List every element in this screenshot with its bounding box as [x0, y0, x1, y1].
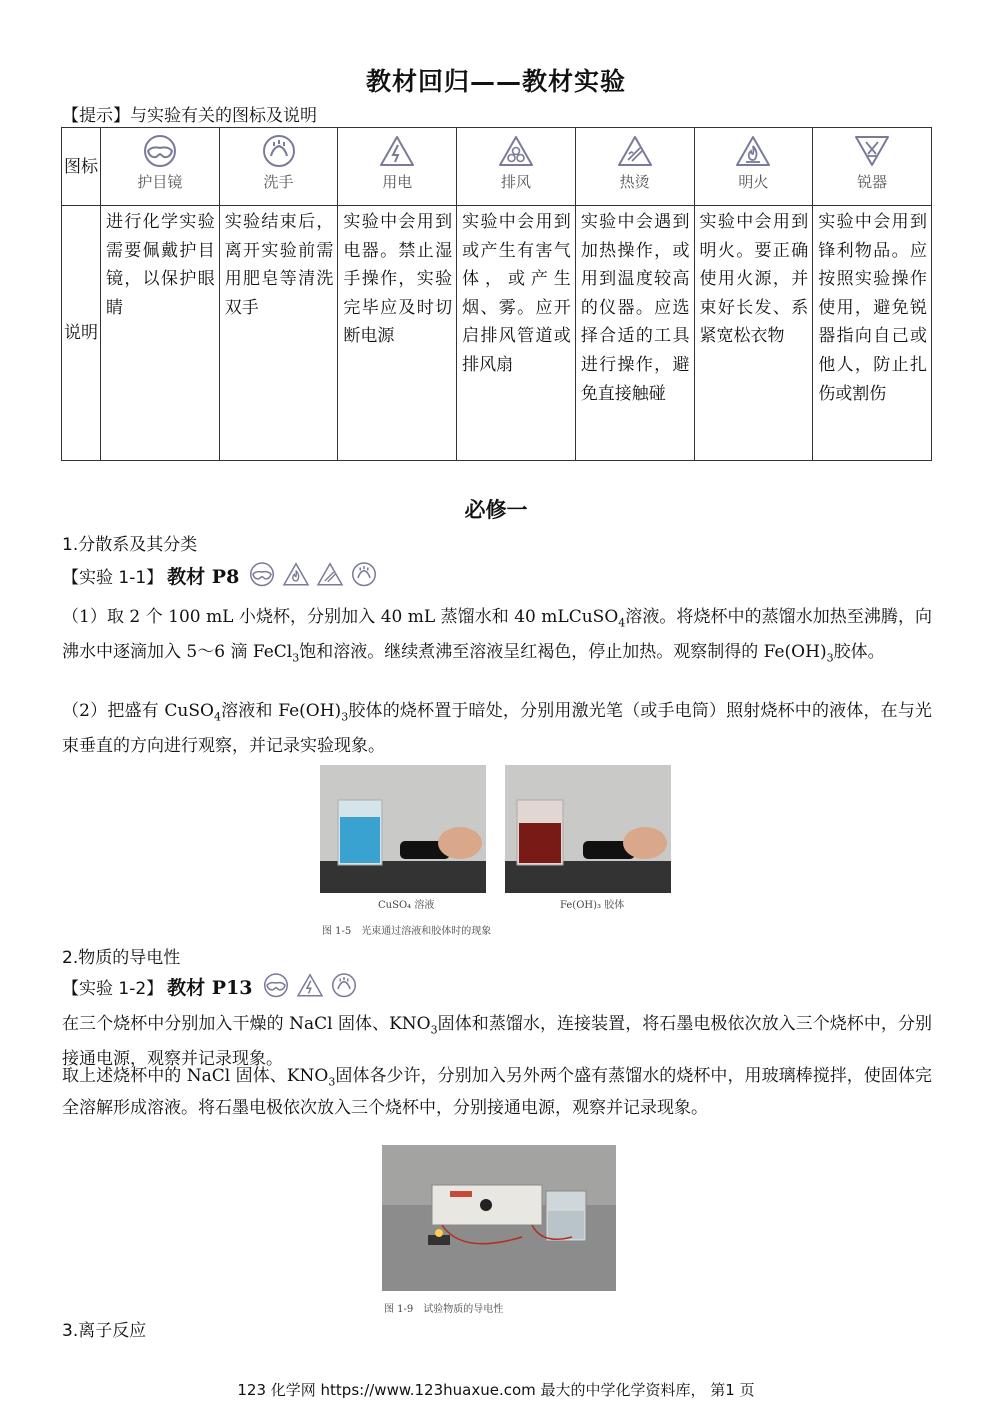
experiment-1-1-step-2: [62, 697, 932, 761]
hot-surface-label: 热烫: [619, 173, 650, 191]
subscript: 4: [213, 710, 221, 724]
sharp-objects-description: 实验中会用到锋利物品。应按照实验操作使用，避免锐器指向自己或他人，防止扎伤或割伤: [813, 206, 932, 461]
photo-label-left: CuSO₄ 溶液: [378, 900, 435, 911]
goggles-icon: [140, 134, 180, 170]
sharp-objects-cell: [813, 128, 932, 206]
wash-hands-cell: [219, 128, 338, 206]
description-row: [62, 206, 932, 461]
experiment-label: 【实验 1-1】: [62, 567, 164, 588]
text-span: 取上述烧杯中的 NaCl 固体、KNO: [62, 1066, 329, 1086]
hot-surface-cell: [575, 128, 694, 206]
electricity-description: 实验中会用到电器。禁止湿手操作，实验完毕应及时切断电源: [338, 206, 457, 461]
topic-heading-2: 2.物质的导电性: [62, 948, 181, 968]
page-footer: 123 化学网 https://www.123huaxue.com 最大的中学化学资料库， 第1 页: [237, 1381, 755, 1399]
subscript: 3: [328, 1075, 336, 1089]
figure-caption: 图 1-9 试验物质的导电性: [384, 1304, 504, 1315]
hint-text: 【提示】与实验有关的图标及说明: [62, 106, 317, 126]
text-span: 饱和溶液。继续煮沸至溶液呈红褐色，停止加热。观察制得的 Fe(OH): [299, 641, 827, 662]
open-flame-icon: [733, 134, 773, 170]
electricity-label: 用电: [382, 173, 413, 191]
open-flame-label: 明火: [738, 173, 769, 191]
open-flame-cell: [694, 128, 813, 206]
icon-row-header: 图标: [62, 128, 101, 206]
hot-surface-icon: [615, 134, 655, 170]
topic-heading-3: 3.离子反应: [62, 1321, 147, 1341]
experiment-1-2-heading: [62, 972, 359, 1000]
text-span: 胶体。: [833, 641, 885, 662]
subscript: 3: [430, 1023, 438, 1037]
subscript: 3: [341, 710, 349, 724]
text-span: 固体和蒸馏水，连接装置，将石墨电极依次放入三个烧杯中，分别接通电源，观察并记录现象。: [62, 1014, 932, 1069]
figure-caption: 图 1-5 光束通过溶液和胶体时的现象: [322, 926, 492, 937]
goggles-cell: [101, 128, 220, 206]
open-flame-icon: [281, 561, 311, 589]
wash-hands-description: 实验结束后，离开实验前需用肥皂等清洗双手: [219, 206, 338, 461]
sharp-objects-icon: [852, 134, 892, 170]
feoh3-beaker-photo: [505, 765, 671, 893]
wash-hands-label: 洗手: [263, 173, 294, 191]
text-span: 在三个烧杯中分别加入干燥的 NaCl 固体、KNO: [62, 1014, 431, 1034]
hot-surface-icon: [315, 561, 345, 589]
experiment-icons: [247, 561, 379, 589]
ventilation-description: 实验中会用到或产生有害气体，或产生烟、雾。应开启排风管道或排风扇: [457, 206, 576, 461]
subscript: 4: [618, 616, 626, 630]
page-title: 教材回归——教材实验: [365, 67, 626, 96]
experiment-1-1-heading: [62, 561, 379, 589]
goggles-label: 护目镜: [137, 173, 183, 191]
open-flame-description: 实验中会用到明火。要正确使用火源，并束好长发、系紧宽松衣物: [694, 206, 813, 461]
experiment-label: 【实验 1-2】: [62, 978, 164, 999]
goggles-icon: [261, 972, 291, 1000]
photo-label-right: Fe(OH)₃ 胶体: [560, 900, 625, 911]
ventilation-cell: [457, 128, 576, 206]
hot-surface-description: 实验中会遇到加热操作，或用到温度较高的仪器。应选择合适的工具进行操作，避免直接触碰: [575, 206, 694, 461]
text-span: 溶液和 Fe(OH): [220, 701, 342, 721]
textbook-page: 教材 P13: [167, 976, 253, 999]
experiment-1-2-step-2: [62, 1063, 932, 1122]
text-span: （2）把盛有 CuSO: [62, 701, 214, 721]
experiment-icons: [261, 972, 359, 1000]
electricity-icon: [295, 972, 325, 1000]
icon-table: [61, 127, 932, 461]
text-span: （1）取 2 个 100 mL 小烧杯，分别加入 40 mL 蒸馏水和 40 mLCuSO: [62, 607, 619, 627]
conductivity-apparatus-photo: [382, 1145, 616, 1291]
wash-hands-icon: [259, 134, 299, 170]
description-row-header: 说明: [62, 206, 101, 461]
text-span: 胶体的烧杯置于暗处，分别用激光笔（或手电筒）照射烧杯中的液体，在与光束垂直的方向进行观察，并记录实验现象。: [62, 701, 933, 756]
icon-row: [62, 128, 932, 206]
goggles-icon: [247, 561, 277, 589]
section-title: 必修一: [464, 497, 528, 522]
textbook-page: 教材 P8: [167, 565, 240, 588]
ventilation-icon: [496, 134, 536, 170]
goggles-description: 进行化学实验需要佩戴护目镜，以保护眼睛: [101, 206, 220, 461]
electricity-cell: [338, 128, 457, 206]
wash-hands-icon: [349, 561, 379, 589]
text-span: 固体各少许，分别加入另外两个盛有蒸馏水的烧杯中，用玻璃棒搅拌，使固体完全溶解形成溶液。将石墨电极依次放入三个烧杯中，分别接通电源，观察并记录现象。: [62, 1066, 932, 1119]
subscript: 3: [292, 651, 300, 665]
topic-heading-1: 1.分散系及其分类: [62, 535, 198, 555]
sharp-objects-label: 锐器: [857, 173, 888, 191]
ventilation-label: 排风: [500, 173, 531, 191]
text-span: 溶液。将烧杯中的蒸馏水加热至沸腾，向沸水中逐滴加入 5～6 滴 FeCl: [62, 607, 933, 662]
electricity-icon: [377, 134, 417, 170]
cuso4-beaker-photo: [320, 765, 486, 893]
wash-hands-icon: [329, 972, 359, 1000]
subscript: 3: [826, 651, 834, 665]
experiment-1-1-step-1: [62, 603, 932, 673]
